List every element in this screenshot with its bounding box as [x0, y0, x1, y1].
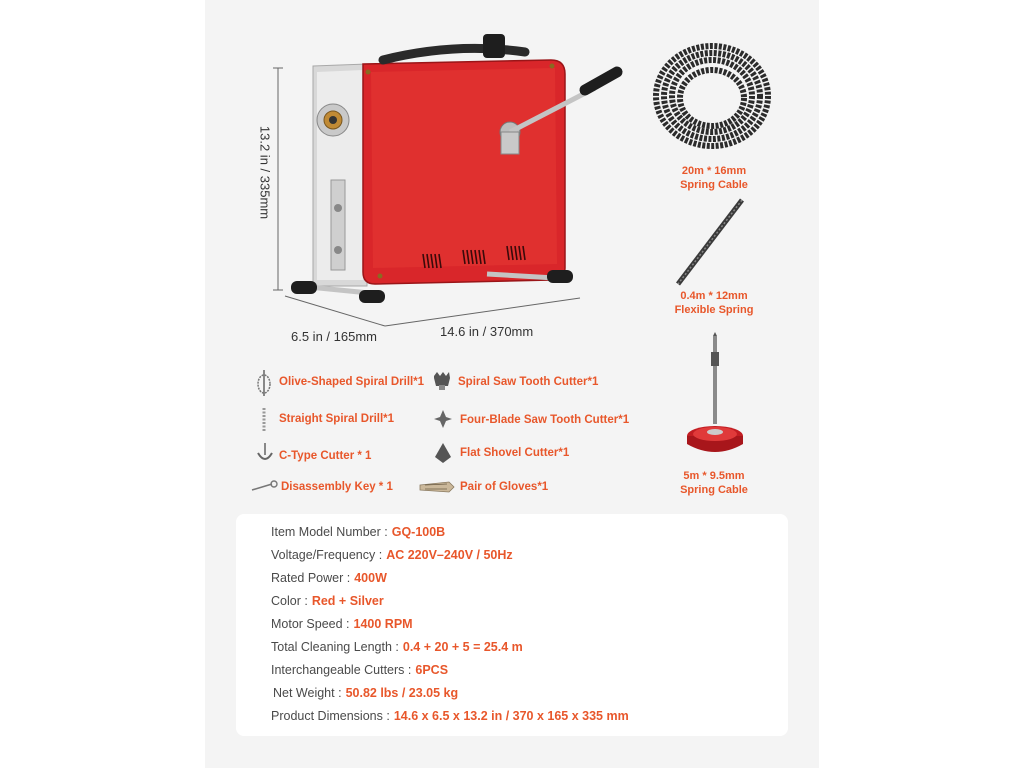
- spec-row-motor-speed: Motor Speed : 1400 RPM: [271, 617, 413, 631]
- spring-cable-20m-label: 20m * 16mm Spring Cable: [680, 165, 748, 191]
- spec-row-weight: Net Weight : 50.82 lbs / 23.05 kg: [273, 686, 459, 700]
- accessory-key-label: Disassembly Key * 1: [281, 481, 393, 493]
- spec-row-cleaning-length: Total Cleaning Length : 0.4 + 20 + 5 = 25.4 m: [271, 640, 523, 654]
- spec-row-color: Color : Red + Silver: [271, 594, 384, 608]
- saw-cutter-icon: [432, 372, 452, 390]
- accessory-gloves-label: Pair of Gloves*1: [460, 481, 549, 493]
- spec-row-power: Rated Power : 400W: [271, 571, 387, 585]
- four-blade-icon: [434, 410, 452, 428]
- accessory-shovel-cutter-label: Flat Shovel Cutter*1: [460, 447, 570, 459]
- depth-dimension-label: 6.5 in / 165mm: [291, 329, 377, 344]
- spring-cable-drum-image: [680, 332, 750, 462]
- key-icon: [250, 480, 278, 492]
- spec-row-voltage: Voltage/Frequency : AC 220V–240V / 50Hz: [271, 548, 513, 562]
- c-cutter-icon: [255, 443, 275, 465]
- width-dimension-label: 14.6 in / 370mm: [440, 324, 534, 339]
- height-dimension-label: 13.2 in / 335mm: [257, 125, 273, 220]
- flexible-spring-image: [670, 196, 750, 288]
- spec-row-model: Item Model Number : GQ-100B: [271, 525, 446, 539]
- accessory-straight-drill-label: Straight Spiral Drill*1: [279, 413, 395, 425]
- accessory-saw-cutter-label: Spiral Saw Tooth Cutter*1: [458, 376, 599, 388]
- specifications-card: [236, 514, 788, 736]
- drain-cleaner-machine-image: [255, 28, 635, 328]
- shovel-cutter-icon: [434, 443, 452, 463]
- spec-row-cutters: Interchangeable Cutters : 6PCS: [271, 663, 449, 677]
- flexible-spring-label: 0.4m * 12mm Flexible Spring: [674, 290, 754, 316]
- spec-row-dimensions: Product Dimensions : 14.6 x 6.5 x 13.2 in / 370 x 165 x 335 mm: [271, 709, 629, 723]
- spring-cable-coil-image: [650, 34, 775, 158]
- spring-cable-5m-label: 5m * 9.5mm Spring Cable: [680, 470, 748, 496]
- olive-drill-icon: [255, 370, 273, 396]
- accessory-c-cutter-label: C-Type Cutter * 1: [279, 450, 372, 462]
- gloves-icon: [419, 481, 455, 493]
- accessory-olive-drill-label: Olive-Shaped Spiral Drill*1: [279, 376, 425, 388]
- straight-drill-icon: [257, 408, 271, 432]
- accessory-four-blade-label: Four-Blade Saw Tooth Cutter*1: [460, 414, 630, 426]
